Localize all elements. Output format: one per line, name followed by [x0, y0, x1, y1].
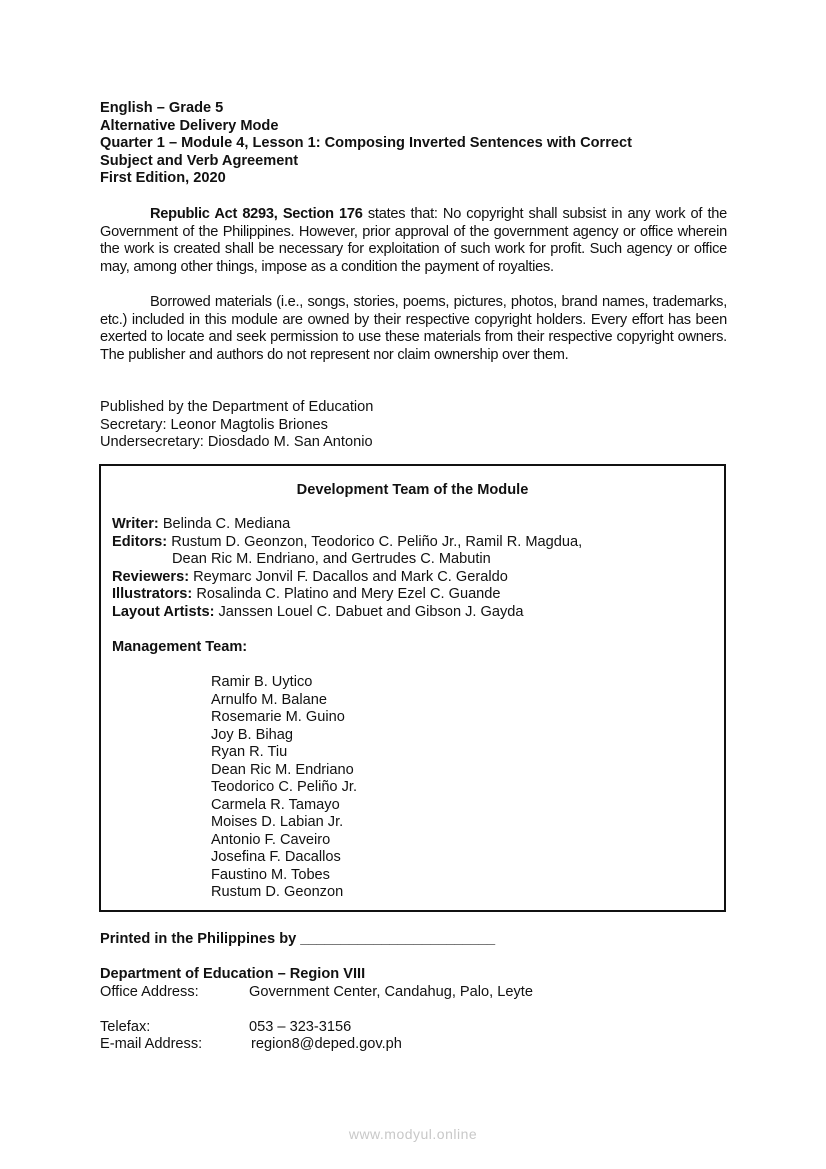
title-subject: English – Grade 5: [100, 100, 224, 116]
email-label: E-mail Address:: [100, 1036, 203, 1052]
credit-layout-artists: [112, 604, 582, 622]
website-watermark: www.modyul.online: [348, 1126, 478, 1142]
borrowed-text: Borrowed materials (i.e., songs, stories, poems, pictures, photos, brand names, trademarks, etc.) included in this module are owned by their respective copyright holders. Every effort has been exerted to locate and seek permission to use these materials from their respective copyright owners. The publisher and authors do not represent nor claim ownership over them.: [100, 294, 727, 363]
development-team-title: Development Team of the Module: [296, 482, 529, 498]
layout-artists-label: Layout Artists:: [112, 603, 215, 620]
credit-illustrators: [112, 586, 582, 604]
writer-label: Writer:: [112, 516, 159, 532]
office-address-value: Government Center, Candahug, Palo, Leyte: [249, 983, 533, 1000]
editors-label: Editors:: [112, 533, 168, 550]
management-member: Teodorico C. Peliño Jr.: [211, 779, 358, 795]
management-team-list: [211, 674, 357, 902]
management-team-label: Management Team:: [112, 639, 248, 655]
region-title: Department of Education – Region VIII: [100, 966, 366, 982]
copyright-law-reference: Republic Act 8293, Section 176: [150, 206, 363, 222]
undersecretary: Undersecretary: Diosdado M. San Antonio: [100, 434, 373, 450]
credit-reviewers: [112, 569, 582, 587]
email-value: region8@deped.gov.ph: [251, 1036, 402, 1052]
writer-value: Belinda C. Mediana: [158, 516, 291, 532]
credit-writer: [112, 516, 582, 534]
copyright-text: states that: No copyright shall subsist in any work of the Government of the Philippines. However, prior approval of the government agency or office wherein the work is created shall be necessary for exploitation of such work for profit. Such agency or office may, among other things, impose as a condition the payment of royalties.: [100, 206, 727, 275]
management-member: Ramir B. Uytico: [211, 674, 313, 690]
reviewers-label: Reviewers:: [112, 568, 190, 585]
title-lesson-cont: Subject and Verb Agreement: [100, 152, 299, 169]
published-by: Published by the Department of Education: [100, 399, 374, 415]
management-member: Rustum D. Geonzon: [211, 884, 344, 900]
credit-editors-cont: Dean Ric M. Endriano, and Gertrudes C. Mabutin: [172, 551, 491, 567]
reviewers-value: Reymarc Jonvil F. Dacallos and Mark C. Geraldo: [189, 568, 508, 585]
management-member: Moises D. Labian Jr.: [211, 814, 344, 830]
management-member: Antonio F. Caveiro: [211, 831, 331, 848]
email-row: [100, 1036, 533, 1054]
management-member: Ryan R. Tiu: [211, 744, 288, 760]
module-title-block: [100, 100, 632, 188]
title-mode: Alternative Delivery Mode: [100, 117, 279, 134]
layout-artists-value: Janssen Louel C. Dabuet and Gibson J. Gayda: [214, 603, 524, 620]
publisher-block: [100, 399, 373, 452]
copyright-paragraph: [100, 206, 727, 276]
telefax-value: 053 – 323-3156: [249, 1018, 352, 1035]
telefax-row: [100, 1019, 533, 1037]
region-contact-block: [100, 966, 533, 1054]
illustrators-value: Rosalinda C. Platino and Mery Ezel C. Guande: [192, 586, 501, 602]
secretary: Secretary: Leonor Magtolis Briones: [100, 416, 328, 433]
development-team-box: [99, 464, 726, 912]
office-address-label: Office Address:: [100, 983, 199, 1000]
illustrators-label: Illustrators:: [112, 586, 193, 602]
management-member: Joy B. Bihag: [211, 726, 293, 743]
office-address-row: [100, 984, 533, 1002]
management-member: Josefina F. Dacallos: [211, 849, 341, 865]
management-member: Arnulfo M. Balane: [211, 691, 328, 708]
editors-value: Rustum D. Geonzon, Teodorico C. Peliño Jr., Ramil R. Magdua,: [167, 533, 583, 550]
management-member: Carmela R. Tamayo: [211, 796, 340, 813]
management-member: Faustino M. Tobes: [211, 866, 330, 883]
title-lesson: Quarter 1 – Module 4, Lesson 1: Composing Inverted Sentences with Correct: [100, 135, 632, 151]
management-member: Dean Ric M. Endriano: [211, 761, 354, 778]
credits-list: [112, 516, 582, 621]
credit-editors: [112, 534, 582, 552]
borrowed-materials-paragraph: [100, 294, 727, 364]
printed-by-line: Printed in the Philippines by ________________________: [100, 931, 496, 947]
management-member: Rosemarie M. Guino: [211, 709, 345, 725]
telefax-label: Telefax:: [100, 1018, 151, 1035]
title-edition: First Edition, 2020: [100, 170, 226, 186]
